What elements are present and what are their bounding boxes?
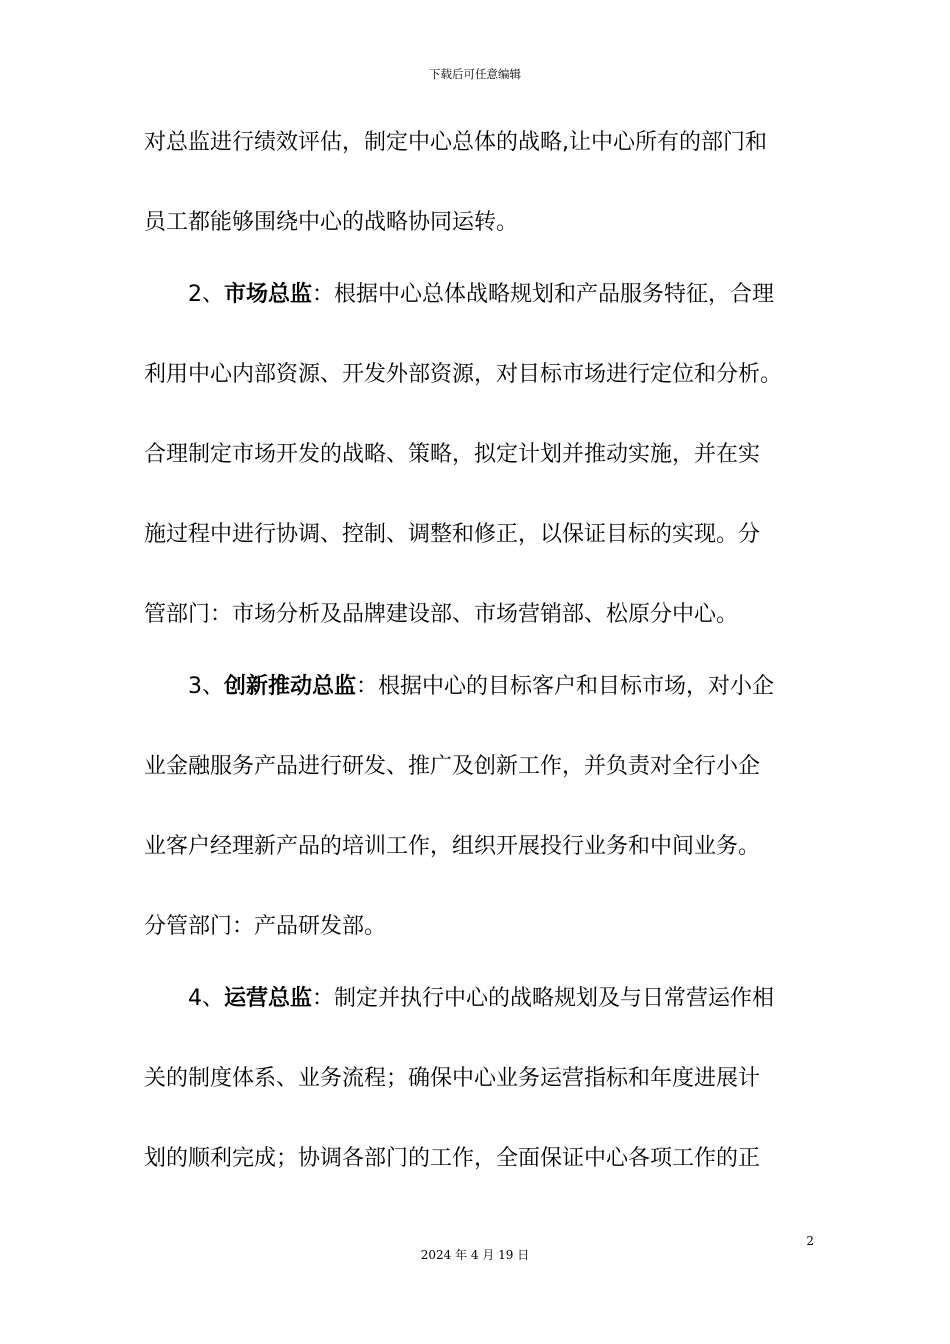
section-heading-line	[188, 984, 868, 1014]
section-heading-line	[188, 280, 868, 310]
footer-date: 2024 年 4 月 19 日	[420, 1248, 530, 1262]
text-line: 业金融服务产品进行研发、推广及创新工作，并负责对全行小企	[144, 754, 761, 779]
page-header: 下载后可任意编辑	[429, 67, 521, 81]
section-number: 2、	[188, 282, 224, 307]
section-title: 市场总监	[224, 282, 313, 307]
text-line: 合理制定市场开发的战略、策略，拟定计划并推动实施，并在实	[144, 442, 761, 467]
section-colon: ：	[312, 986, 335, 1011]
section-colon: ：	[312, 282, 335, 307]
text-line: 管部门：市场分析及品牌建设部、市场营销部、松原分中心。	[144, 602, 739, 627]
section-title: 运营总监	[224, 986, 313, 1011]
text-line: 分管部门：产品研发部。	[144, 914, 387, 939]
text-line: 利用中心内部资源、开发外部资源，对目标市场进行定位和分析。	[144, 362, 783, 387]
text-line: 员工都能够围绕中心的战略协同运转。	[144, 210, 519, 235]
text-line: 划的顺利完成；协调各部门的工作，全面保证中心各项工作的正	[144, 1146, 761, 1171]
text-line: 施过程中进行协调、控制、调整和修正，以保证目标的实现。分	[144, 522, 761, 547]
section-title: 创新推动总监	[224, 674, 357, 699]
text-line: 对总监进行绩效评估，制定中心总体的战略,让中心所有的部门和	[144, 130, 767, 155]
section-text: 根据中心的目标客户和目标市场，对小企	[378, 674, 775, 699]
section-text: 制定并执行中心的战略规划及与日常营运作相	[334, 986, 775, 1011]
section-heading-line	[188, 672, 868, 702]
section-number: 4、	[188, 986, 224, 1011]
page-number: 2	[806, 1234, 814, 1248]
section-text: 根据中心总体战略规划和产品服务特征，合理	[334, 282, 775, 307]
section-colon: ：	[356, 674, 379, 699]
text-line: 关的制度体系、业务流程；确保中心业务运营指标和年度进展计	[144, 1066, 761, 1091]
text-line: 业客户经理新产品的培训工作，组织开展投行业务和中间业务。	[144, 834, 761, 859]
section-number: 3、	[188, 674, 224, 699]
